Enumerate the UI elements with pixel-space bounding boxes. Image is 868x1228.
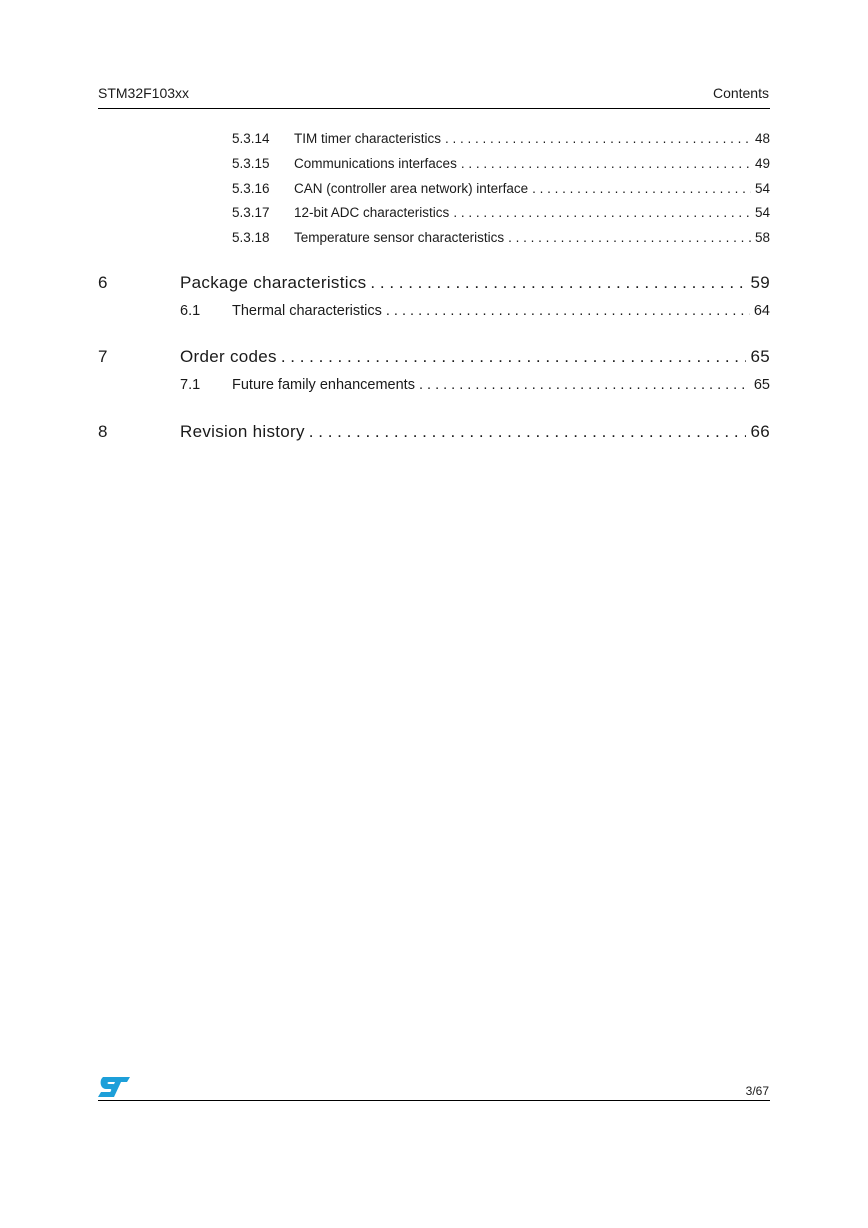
toc-number: 7 bbox=[98, 347, 108, 366]
toc-number: 8 bbox=[98, 422, 108, 441]
footer-divider bbox=[98, 1100, 770, 1101]
header-divider bbox=[98, 108, 770, 109]
toc-page: 49 bbox=[754, 156, 770, 171]
toc-title: Future family enhancements bbox=[232, 377, 415, 393]
toc-title: Communications interfaces bbox=[294, 156, 457, 171]
toc-page: 64 bbox=[753, 303, 770, 319]
toc-entry-6-1[interactable] bbox=[180, 303, 770, 319]
page-number: 3/67 bbox=[745, 1084, 769, 1098]
toc-leader bbox=[461, 156, 751, 171]
toc-leader bbox=[532, 181, 751, 196]
document-title: STM32F103xx bbox=[98, 85, 190, 101]
toc-entry-5-3-18[interactable] bbox=[232, 230, 770, 245]
toc-entry-5-3-17[interactable] bbox=[232, 205, 770, 220]
toc-page: 65 bbox=[753, 377, 770, 393]
toc-page: 66 bbox=[750, 422, 770, 441]
toc-title: CAN (controller area network) interface bbox=[294, 181, 529, 196]
toc-leader bbox=[309, 422, 747, 442]
toc-title: Temperature sensor characteristics bbox=[294, 230, 505, 245]
st-logo-icon bbox=[97, 1076, 131, 1098]
toc-number: 6 bbox=[98, 273, 108, 292]
toc-number: 5.3.15 bbox=[232, 156, 270, 171]
toc-leader bbox=[370, 273, 746, 293]
toc-title: Thermal characteristics bbox=[232, 303, 382, 319]
toc-page: 48 bbox=[754, 131, 770, 146]
toc-page: 58 bbox=[754, 230, 770, 245]
toc-number: 7.1 bbox=[180, 377, 201, 393]
toc-entry-5-3-16[interactable] bbox=[232, 181, 770, 196]
toc-leader bbox=[386, 303, 750, 319]
toc-page: 54 bbox=[754, 205, 770, 220]
toc-title: Package characteristics bbox=[180, 273, 367, 292]
toc-title: Revision history bbox=[180, 422, 305, 441]
toc-leader bbox=[419, 377, 750, 393]
toc-page: 59 bbox=[750, 273, 770, 292]
toc-page: 65 bbox=[750, 347, 770, 366]
toc-title: Order codes bbox=[180, 347, 277, 366]
toc-entry-5-3-15[interactable] bbox=[232, 156, 770, 171]
toc-leader bbox=[445, 131, 751, 146]
toc-number: 5.3.17 bbox=[232, 205, 270, 220]
toc-page: 54 bbox=[754, 181, 770, 196]
section-title: Contents bbox=[712, 85, 769, 101]
toc-number: 5.3.18 bbox=[232, 230, 270, 245]
toc-number: 6.1 bbox=[180, 303, 201, 319]
toc-leader bbox=[453, 205, 751, 220]
toc-title: 12-bit ADC characteristics bbox=[294, 205, 450, 220]
toc-entry-7-1[interactable] bbox=[180, 377, 770, 393]
toc-leader bbox=[508, 230, 751, 245]
toc-entry-6[interactable] bbox=[98, 273, 770, 293]
toc-entry-7[interactable] bbox=[98, 347, 770, 367]
toc-leader bbox=[281, 347, 747, 367]
toc-entry-8[interactable] bbox=[98, 422, 770, 442]
toc-number: 5.3.14 bbox=[232, 131, 270, 146]
toc-entry-5-3-14[interactable] bbox=[232, 131, 770, 146]
toc-number: 5.3.16 bbox=[232, 181, 270, 196]
toc-title: TIM timer characteristics bbox=[294, 131, 442, 146]
